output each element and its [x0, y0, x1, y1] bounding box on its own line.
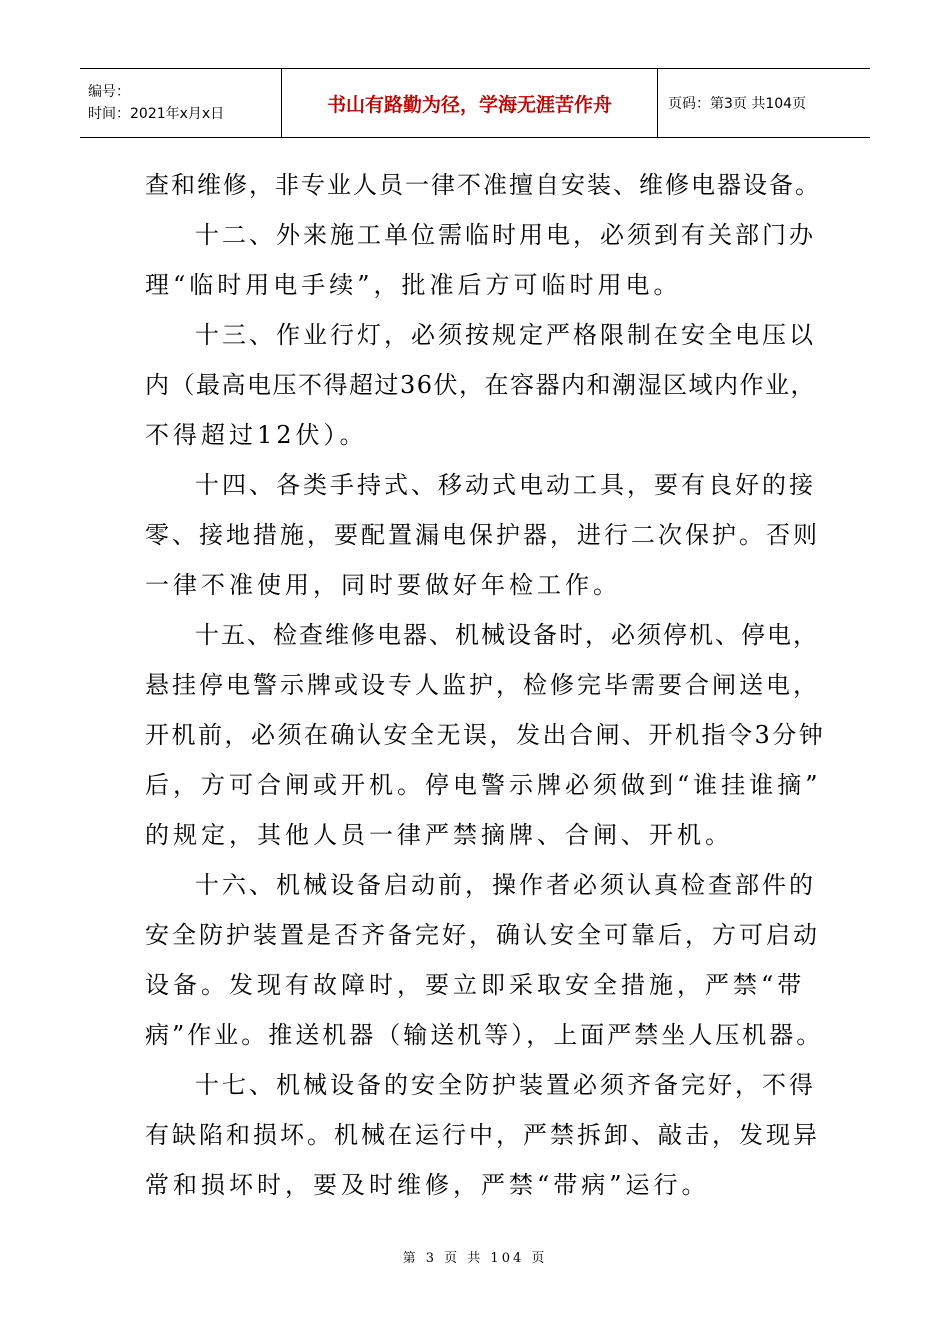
- page-header: [80, 68, 870, 138]
- text-line: 设备。发现有故障时，要立即采取安全措施，严禁“带: [145, 971, 806, 999]
- text-line: 一律不准使用，同时要做好年检工作。: [145, 571, 621, 599]
- text-line: 查和维修，非专业人员一律不准擅自安装、维修电器设备。: [145, 171, 821, 199]
- text-line: 理“临时用电手续”，批准后方可临时用电。: [145, 271, 682, 299]
- page-footer: [0, 1247, 950, 1266]
- document-time-label: 时间：2021年x月x日: [88, 106, 225, 122]
- text-line: 病”作业。推送机器（输送机等），上面严禁坐人压机器。: [145, 1021, 824, 1049]
- header-motto: [282, 69, 658, 137]
- text-line: 有缺陷和损坏。机械在运行中，严禁拆卸、敲击，发现异: [145, 1121, 820, 1149]
- document-body: [145, 160, 825, 1210]
- text-line: 后，方可合闸或开机。停电警示牌必须做到“谁挂谁摘”: [145, 771, 822, 799]
- header-meta: [80, 69, 282, 137]
- page-info-text: 页码：第3页 共104页: [668, 96, 807, 112]
- text-line: 十三、作业行灯，必须按规定严格限制在安全电压以: [195, 321, 816, 349]
- text-line: 安全防护装置是否齐备完好，确认安全可靠后，方可启动: [145, 921, 820, 949]
- text-line: 开机前，必须在确认安全无误，发出合闸、开机指令3分钟: [145, 721, 826, 749]
- text-line: 十五、检查维修电器、机械设备时，必须停机、停电，: [195, 621, 819, 649]
- text-line: 零、接地措施，要配置漏电保护器，进行二次保护。否则: [145, 521, 820, 549]
- text-line: 十六、机械设备启动前，操作者必须认真检查部件的: [195, 871, 816, 899]
- header-page-info: [658, 69, 870, 137]
- footer-page-number: 第 3 页 共 104 页: [402, 1251, 548, 1266]
- text-line: 十二、外来施工单位需临时用电，必须到有关部门办: [195, 221, 816, 249]
- motto-text: 书山有路勤为径，学海无涯苦作舟: [326, 93, 612, 116]
- text-line: 的规定，其他人员一律严禁摘牌、合闸、开机。: [145, 821, 733, 849]
- text-line: 常和损坏时，要及时维修，严禁“带病”运行。: [145, 1171, 710, 1199]
- text-line: 悬挂停电警示牌或设专人监护，检修完毕需要合闸送电，: [145, 671, 820, 699]
- document-number-label: 编号：: [88, 84, 130, 100]
- text-line: 十四、各类手持式、移动式电动工具，要有良好的接: [195, 471, 816, 499]
- text-line: 十七、机械设备的安全防护装置必须齐备完好，不得: [195, 1071, 816, 1099]
- text-line: 不得超过12伏）。: [145, 421, 368, 449]
- text-line: 内（最高电压不得超过36伏，在容器内和潮湿区域内作业，: [145, 371, 817, 399]
